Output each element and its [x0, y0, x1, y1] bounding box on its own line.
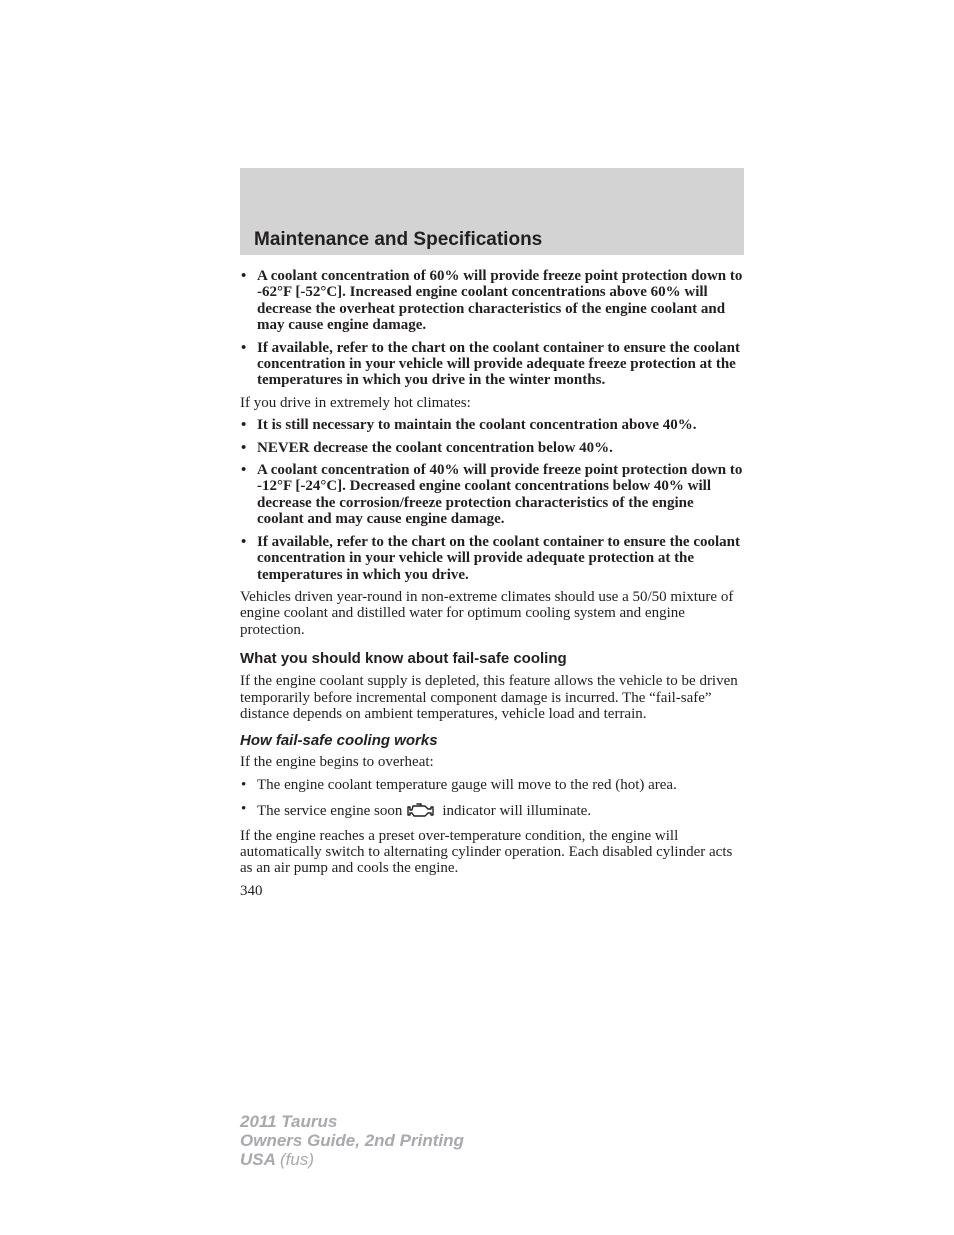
list-item: • It is still necessary to maintain the coolant concentration above 40%. — [240, 417, 744, 433]
footer-printing: Owners Guide, 2nd Printing — [240, 1131, 464, 1150]
footer-region — [240, 1150, 464, 1169]
service-engine-text: The service engine soon — [257, 803, 403, 820]
page-number: 340 — [240, 882, 263, 899]
final-paragraph: If the engine reaches a preset over-temperature condition, the engine will automatically switch to alternating cylinder operation. Each disabled cylinder acts as an air pump and cools the engine. — [240, 827, 733, 877]
document-footer — [240, 1112, 464, 1169]
freeze-protection-list — [240, 268, 744, 389]
failsafe-paragraph: If the engine coolant supply is depleted, this feature allows the vehicle to be driven temporarily before incremental component damage is incurred. The “fail-safe” distance depends on ambient temperatures, vehicle load and terrain. — [240, 673, 738, 722]
footer-region-code: (fus) — [280, 1150, 314, 1169]
list-item: • A coolant concentration of 60% will provide freeze point protection down to -62°F [-52°C]. Increased engine coolant concentrations above 60% will decrease the overheat protection characteristics of the engine coolant and may cause engine damage. — [240, 268, 744, 334]
footer-region-main: USA — [240, 1150, 276, 1169]
list-item: • NEVER decrease the coolant concentration below 40%. — [240, 440, 744, 456]
section-header-band — [240, 168, 744, 255]
section-title: Maintenance and Specifications — [254, 229, 543, 250]
list-item: • If available, refer to the chart on the coolant container to ensure the coolant concentration in your vehicle will provide adequate freeze protection at the temperatures in which you drive in the winter months. — [240, 340, 744, 389]
hot-climates-list — [240, 417, 744, 583]
list-item — [240, 801, 744, 819]
mixture-paragraph: Vehicles driven year-round in non-extreme climates should use a 50/50 mixture of engine coolant and distilled water for optimum cooling system and engine protection. — [240, 588, 734, 638]
engine-icon — [404, 801, 438, 819]
how-failsafe-heading: How fail-safe cooling works — [240, 732, 438, 750]
page-content — [240, 268, 744, 899]
footer-model: 2011 Taurus — [240, 1112, 338, 1131]
list-item: • If available, refer to the chart on the coolant container to ensure the coolant concentration in your vehicle will provide adequate protection at the temperatures in which you drive. — [240, 534, 744, 583]
list-item: • The engine coolant temperature gauge will move to the red (hot) area. — [240, 777, 744, 793]
overheat-intro: If the engine begins to overheat: — [240, 754, 434, 771]
hot-climates-intro: If you drive in extremely hot climates: — [240, 394, 471, 411]
list-item: • A coolant concentration of 40% will provide freeze point protection down to -12°F [-24°C]. Decreased engine coolant concentrations below 40% will decrease the corrosion/freeze protection characteristics of the engine coolant and may cause engine damage. — [240, 462, 744, 528]
overheat-list — [240, 777, 744, 820]
failsafe-heading: What you should know about fail-safe cooling — [240, 650, 567, 668]
indicator-text: indicator will illuminate. — [442, 803, 592, 820]
